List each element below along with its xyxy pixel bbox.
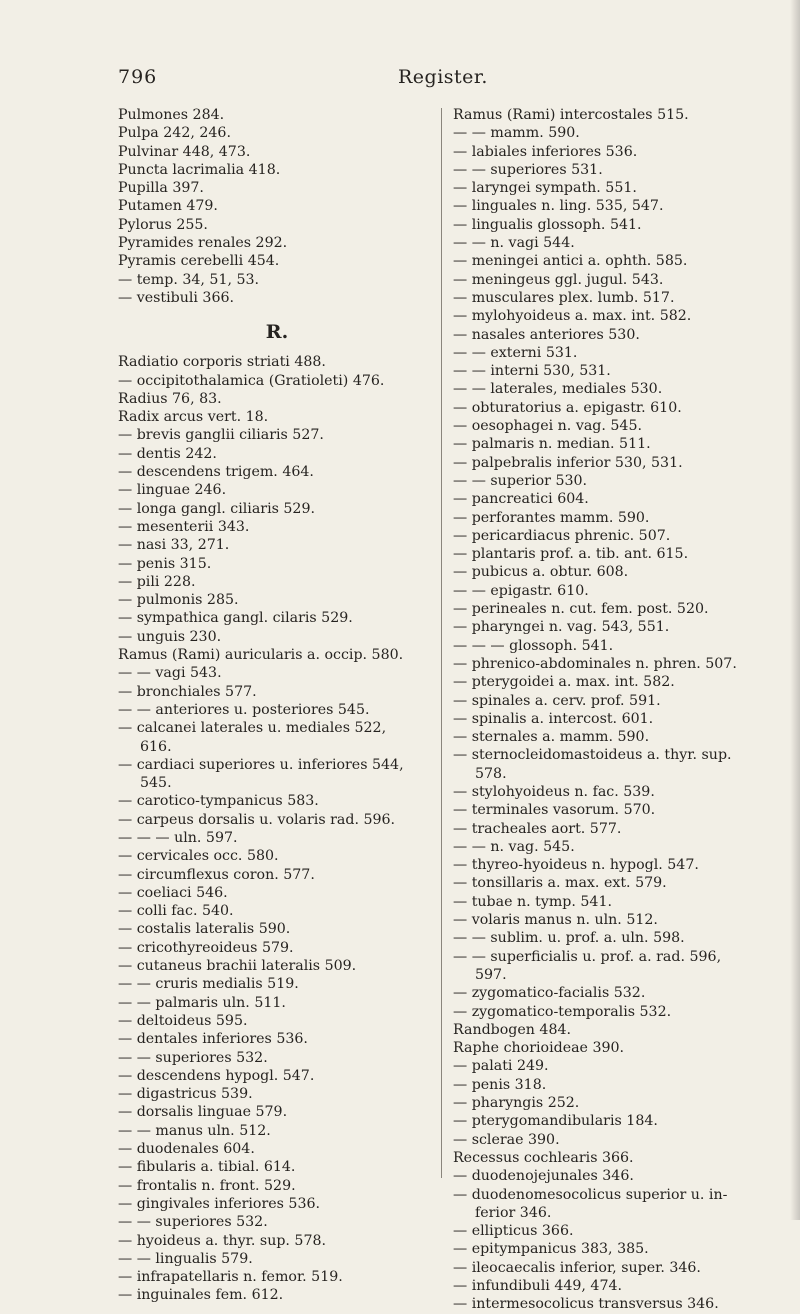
index-entry: — cardiaci superiores u. inferiores 544, — [118, 756, 404, 773]
index-entry: — circumflexus coron. 577. — [118, 866, 315, 883]
index-entry: — frontalis n. front. 529. — [118, 1177, 296, 1194]
page-number: 796 — [118, 66, 158, 88]
index-entry: — meningeus ggl. jugul. 543. — [453, 271, 664, 288]
index-entry: — — manus uln. 512. — [118, 1122, 271, 1139]
index-entry: — hyoideus a. thyr. sup. 578. — [118, 1232, 327, 1249]
index-column-right — [453, 106, 798, 1314]
index-entry: — palmaris n. median. 511. — [453, 436, 651, 453]
running-header: Register. — [398, 66, 488, 88]
index-entry: — mesenterii 343. — [118, 518, 250, 535]
index-entry: Pylorus 255. — [118, 216, 208, 233]
index-entry: Pulvinar 448, 473. — [118, 143, 251, 160]
index-entry: — sympathica gangl. cilaris 529. — [118, 610, 353, 627]
index-entry: — zygomatico-facialis 532. — [453, 985, 646, 1002]
index-entry: — perforantes mamm. 590. — [453, 509, 650, 526]
index-entry: Pulmones 284. — [118, 107, 225, 123]
index-entry: — — mamm. 590. — [453, 125, 580, 142]
index-entry: — duodenomesocolicus superior u. in- — [453, 1186, 728, 1203]
index-entry: — penis 315. — [118, 555, 212, 572]
index-entry: — pili 228. — [118, 573, 196, 590]
index-entry: — mylohyoideus a. max. int. 582. — [453, 308, 692, 325]
index-entry: — — externi 531. — [453, 344, 578, 361]
index-entry: — pterygomandibularis 184. — [453, 1113, 658, 1130]
index-entry: — ellipticus 366. — [453, 1223, 574, 1240]
index-entry: — phrenico-abdominales n. phren. 507. — [453, 655, 737, 672]
index-entry: — pericardiacus phrenic. 507. — [453, 527, 671, 544]
column-divider — [441, 108, 442, 1178]
index-entry: — dentis 242. — [118, 445, 217, 462]
index-entry-continuation: 616. — [140, 738, 172, 755]
index-entry: — colli fac. 540. — [118, 903, 234, 920]
index-entry: — deltoideus 595. — [118, 1012, 248, 1029]
index-entry: — spinalis a. intercost. 601. — [453, 710, 654, 727]
index-entry: — tracheales aort. 577. — [453, 820, 622, 837]
index-entry: Ramus (Rami) intercostales 515. — [453, 107, 689, 123]
index-entry: — — n. vagi 544. — [453, 235, 575, 252]
index-entry: — cricothyreoideus 579. — [118, 939, 294, 956]
index-entry: — musculares plex. lumb. 517. — [453, 289, 675, 306]
index-entry: — occipitothalamica (Gratioleti) 476. — [118, 372, 385, 389]
index-entry: Recessus cochlearis 366. — [453, 1149, 634, 1166]
index-entry: Pulpa 242, 246. — [118, 125, 231, 142]
index-entry: — tubae n. tymp. 541. — [453, 893, 612, 910]
index-entry: — stylohyoideus n. fac. 539. — [453, 783, 655, 800]
index-entry: Pyramis cerebelli 454. — [118, 253, 280, 270]
index-entry-continuation: 578. — [475, 765, 507, 782]
index-entry: — oesophagei n. vag. 545. — [453, 418, 642, 435]
index-entry: Radix arcus vert. 18. — [118, 409, 269, 426]
index-entry: — duodenojejunales 346. — [453, 1168, 634, 1185]
index-entry: — duodenales 604. — [118, 1141, 255, 1158]
index-entry: — ileocaecalis inferior, super. 346. — [453, 1259, 701, 1276]
index-entry: — tonsillaris a. max. ext. 579. — [453, 875, 667, 892]
index-entry: — sternocleidomastoideus a. thyr. sup. — [453, 747, 732, 764]
index-entry: — — anteriores u. posteriores 545. — [118, 701, 370, 718]
index-entry: — unguis 230. — [118, 628, 222, 645]
index-entry: — nasales anteriores 530. — [453, 326, 640, 343]
index-entry: — lingualis glossoph. 541. — [453, 216, 642, 233]
index-entry: — — epigastr. 610. — [453, 582, 589, 599]
index-entry: — — — glossoph. 541. — [453, 637, 614, 654]
index-entry: Pyramides renales 292. — [118, 235, 288, 252]
index-entry: — linguales n. ling. 535, 547. — [453, 198, 664, 215]
index-entry: — spinales a. cerv. prof. 591. — [453, 692, 661, 709]
index-entry: Radius 76, 83. — [118, 390, 222, 407]
index-entry: — longa gangl. ciliaris 529. — [118, 500, 315, 517]
index-entry: — fibularis a. tibial. 614. — [118, 1159, 296, 1176]
index-entry: — obturatorius a. epigastr. 610. — [453, 399, 682, 416]
index-entry: — infrapatellaris n. femor. 519. — [118, 1269, 343, 1286]
index-entry: — — laterales, mediales 530. — [453, 381, 663, 398]
index-entry: — dorsalis linguae 579. — [118, 1104, 288, 1121]
index-entry: — digastricus 539. — [118, 1086, 253, 1103]
index-entry: — — n. vag. 545. — [453, 838, 575, 855]
index-entry: — pubicus a. obtur. 608. — [453, 564, 629, 581]
index-entry-continuation: ferior 346. — [475, 1204, 552, 1221]
index-entry: — — palmaris uln. 511. — [118, 994, 286, 1011]
index-entry: — penis 318. — [453, 1076, 547, 1093]
index-entry: — — superiores 532. — [118, 1214, 268, 1231]
index-entry: — costalis lateralis 590. — [118, 921, 291, 938]
index-entry: — — interni 530, 531. — [453, 363, 611, 380]
index-column-left — [118, 106, 436, 1305]
index-entry: — volaris manus n. uln. 512. — [453, 912, 658, 929]
index-entry: — nasi 33, 271. — [118, 537, 230, 554]
index-entry: Puncta lacrimalia 418. — [118, 161, 281, 178]
index-entry: — — superficialis u. prof. a. rad. 596, — [453, 948, 722, 965]
index-entry: — descendens trigem. 464. — [118, 464, 314, 481]
index-entry: — pulmonis 285. — [118, 592, 239, 609]
index-entry: — perineales n. cut. fem. post. 520. — [453, 601, 709, 618]
index-entry: — thyreo-hyoideus n. hypogl. 547. — [453, 857, 699, 874]
index-entry: — palati 249. — [453, 1058, 549, 1075]
index-entry: — palpebralis inferior 530, 531. — [453, 454, 683, 471]
index-entry: — — cruris medialis 519. — [118, 976, 299, 993]
index-entry: — temp. 34, 51, 53. — [118, 271, 260, 288]
index-entry: Radiatio corporis striati 488. — [118, 354, 326, 371]
index-entry: — cervicales occ. 580. — [118, 848, 279, 865]
index-entry: — — — uln. 597. — [118, 829, 238, 846]
index-entry: Ramus (Rami) auricularis a. occip. 580. — [118, 647, 404, 664]
index-entry: — cutaneus brachii lateralis 509. — [118, 958, 357, 975]
index-entry: — pharyngis 252. — [453, 1095, 580, 1112]
index-entry: — gingivales inferiores 536. — [118, 1195, 321, 1212]
index-entry-continuation: 545. — [140, 775, 172, 792]
index-entry: — epitympanicus 383, 385. — [453, 1241, 649, 1258]
index-entry: — zygomatico-temporalis 532. — [453, 1003, 672, 1020]
index-entry: — terminales vasorum. 570. — [453, 802, 656, 819]
index-entry: — linguae 246. — [118, 482, 227, 499]
index-entry: — inguinales fem. 612. — [118, 1287, 284, 1304]
index-entry: — bronchiales 577. — [118, 683, 257, 700]
index-entry: — — superior 530. — [453, 472, 588, 489]
index-entry: Raphe chorioideae 390. — [453, 1040, 625, 1057]
index-entry: Pupilla 397. — [118, 180, 204, 197]
index-entry: — coeliaci 546. — [118, 884, 228, 901]
index-entry: — — vagi 543. — [118, 665, 222, 682]
index-entry: — — lingualis 579. — [118, 1250, 253, 1267]
index-entry: — intermesocolicus transversus 346. — [453, 1296, 719, 1313]
index-entry: — vestibuli 366. — [118, 289, 235, 306]
index-entry: — pterygoidei a. max. int. 582. — [453, 674, 675, 691]
index-entry: — descendens hypogl. 547. — [118, 1067, 315, 1084]
index-entry: — carotico-tympanicus 583. — [118, 793, 319, 810]
index-entry: — — superiores 531. — [453, 161, 603, 178]
index-entry: — sternales a. mamm. 590. — [453, 729, 650, 746]
index-entry: Putamen 479. — [118, 198, 218, 215]
index-entry: — — sublim. u. prof. a. uln. 598. — [453, 930, 685, 947]
index-entry: — dentales inferiores 536. — [118, 1031, 308, 1048]
index-entry: — sclerae 390. — [453, 1131, 560, 1148]
index-entry: — pancreatici 604. — [453, 491, 589, 508]
index-entry: — calcanei laterales u. mediales 522, — [118, 720, 387, 737]
index-entry: — — superiores 532. — [118, 1049, 268, 1066]
index-entry: — infundibuli 449, 474. — [453, 1278, 623, 1294]
index-entry: — pharyngei n. vag. 543, 551. — [453, 619, 670, 636]
index-entry-continuation: 597. — [475, 966, 507, 983]
index-entry: — labiales inferiores 536. — [453, 143, 638, 160]
index-entry: — laryngei sympath. 551. — [453, 180, 637, 197]
index-entry: — plantaris prof. a. tib. ant. 615. — [453, 546, 689, 563]
index-entry: — meningei antici a. ophth. 585. — [453, 253, 688, 270]
page-edge-shadow — [790, 0, 800, 1220]
index-entry: — brevis ganglii ciliaris 527. — [118, 427, 324, 444]
index-entry: — carpeus dorsalis u. volaris rad. 596. — [118, 811, 396, 828]
section-letter-heading: R. — [265, 321, 289, 344]
index-entry: Randbogen 484. — [453, 1021, 572, 1038]
